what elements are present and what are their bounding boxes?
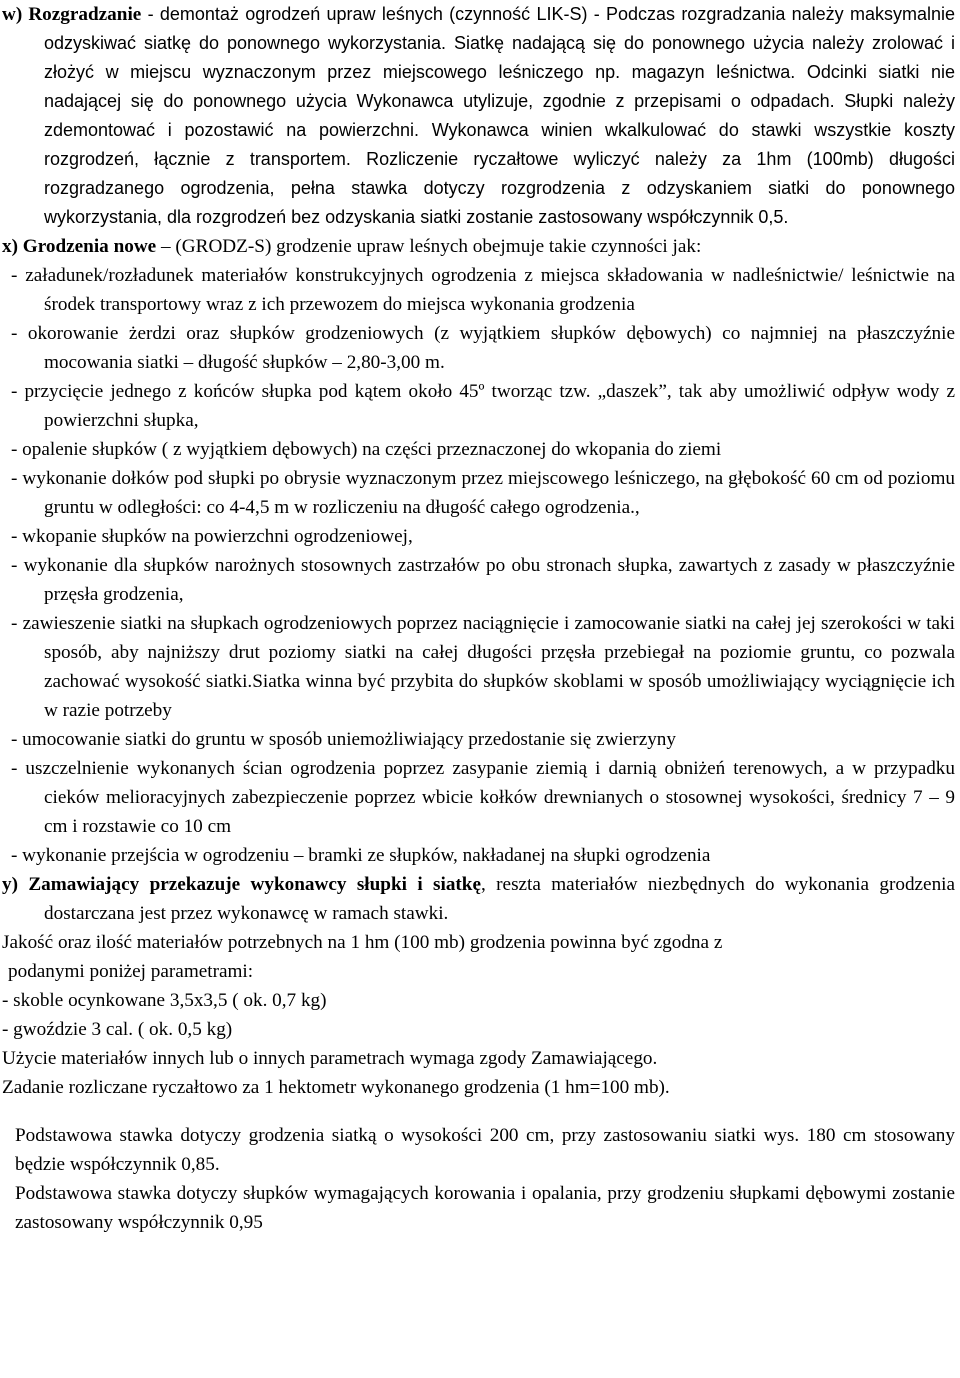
quality-intro: Jakość oraz ilość materiałów potrzebnych na 1 hm (100 mb) grodzenia powinna być zgodna z (2, 932, 723, 953)
list-item: - przycięcie jednego z końców słupka pod kątem około 45º tworząc tzw. „daszek”, tak aby umożliwić odpływ wody z powierzchni słupka, (11, 381, 955, 431)
list-item: - opalenie słupków ( z wyjątkiem dębowych) na części przeznaczonej do wkopania do ziemi (11, 439, 722, 460)
list-item: - okorowanie żerdzi oraz słupków grodzeniowych (z wyjątkiem słupków dębowych) co najmniej na płaszczyźnie mocowania siatki – długość słupków – 2,80-3,00 m. (11, 323, 955, 373)
list-item: - wykonanie przejścia w ogrodzeniu – bramki ze słupków, nakładanej na słupki ogrodzenia (11, 845, 711, 866)
list-item: - uszczelnienie wykonanych ścian ogrodzenia poprzez zasypanie ziemią i darnią obniżeń terenowych, a w przypadku cieków melioracyjnych zabezpieczenie poprzez wbicie kołków drewnianych o stosownej wysokości, średnicy 7 – 9 cm i rozstawie co 10 cm (11, 758, 955, 837)
section-x-text: – (GRODZ-S) grodzenie upraw leśnych obejmuje takie czynności jak: (156, 236, 702, 257)
section-y-text: , reszta materiałów niezbędnych do wykonania grodzenia dostarczana jest przez wykonawcę w ramach stawki. (44, 874, 956, 924)
list-item: - wkopanie słupków na powierzchni ogrodzeniowej, (11, 526, 413, 547)
list-item: - załadunek/rozładunek materiałów konstrukcyjnych ogrodzenia z miejsca składowania w nadleśnictwie/ leśnictwie na środek transportowy wraz z ich przewozem do miejsca wykonania grodzenia (11, 265, 955, 315)
rate-note: Podstawowa stawka dotyczy słupków wymagających korowania i opalania, przy grodzeniu słupkami dębowymi zostanie zastosowany współczynnik 0,95 (15, 1183, 955, 1233)
list-item: - zawieszenie siatki na słupkach ogrodzeniowych poprzez naciągnięcie i zamocowanie siatki na całej jej szerokości w taki sposób, aby najniższy drut poziomy siatki na całej długości przęsła przebiegał na poziomie gruntu, co pozwala zachować wysokość siatki.Siatka winna być przybita do słupków skoblami w sposób umożliwiający wyciągnięcie ich w razie potrzeby (11, 613, 955, 721)
list-item: - wykonanie dołków pod słupki po obrysie wyznaczonym przez miejscowego leśniczego, na głębokość 60 cm od poziomu gruntu w odległości: co 4-4,5 m w rozliczeniu na długość całego ogrodzenia., (11, 468, 955, 518)
consent-note: Użycie materiałów innych lub o innych parametrach wymaga zgody Zamawiającego. (2, 1048, 658, 1069)
section-x-heading (2, 232, 955, 261)
list-item: - umocowanie siatki do gruntu w sposób uniemożliwiający przedostanie się zwierzyny (11, 729, 676, 750)
list-item: - wykonanie dla słupków narożnych stosownych zastrzałów po obu stronach słupka, zawartych z zasady w płaszczyźnie przęsła grodzenia, (11, 555, 955, 605)
section-y (2, 870, 955, 928)
billing-note: Zadanie rozliczane ryczałtowo za 1 hektometr wykonanego grodzenia (1 hm=100 mb). (2, 1077, 670, 1098)
spacer (2, 1102, 955, 1121)
section-w (2, 0, 955, 232)
section-w-text: - demontaż ogrodzeń upraw leśnych (czynność LIK-S) - Podczas rozgradzania należy maksymalnie odzyskiwać siatkę do ponownego wykorzystania. Siatkę nadającą się do ponownego użycia należy zrolować i złożyć w miejscu wyznaczonym przez miejscowego leśniczego np. magazyn leśnictwa. Odcinki siatki nie nadającej się do ponownego użycia Wykonawca utylizuje, zgodnie z przepisami o odpadach. Słupki należy zdemontować i pozostawić na powierzchni. Wykonawca winien wkalkulować do stawki wszystkie koszty rozgrodzeń, łącznie z transportem. Rozliczenie ryczałtowe wyliczyć należy za 1hm (100mb) długości rozgradzanego ogrodzenia, pełna stawka dotyczy rozgrodzenia z odzyskaniem siatki do ponownego wykorzystania, dla rozgrodzeń bez odzyskania siatki zostanie zastosowany współczynnik 0,5. (44, 4, 955, 227)
quality-intro-2: podanymi poniżej parametrami: (8, 961, 254, 982)
rate-note: Podstawowa stawka dotyczy grodzenia siatką o wysokości 200 cm, przy zastosowaniu siatki wys. 180 cm stosowany będzie współczynnik 0,85. (15, 1125, 955, 1175)
section-x-title: x) Grodzenia nowe (2, 236, 157, 257)
section-w-title: w) Rozgradzanie (2, 4, 142, 25)
material-item: - skoble ocynkowane 3,5x3,5 ( ok. 0,7 kg) (2, 990, 327, 1011)
section-y-title: y) Zamawiający przekazuje wykonawcy słupki i siatkę (2, 874, 481, 895)
material-item: - gwoździe 3 cal. ( ok. 0,5 kg) (2, 1019, 233, 1040)
